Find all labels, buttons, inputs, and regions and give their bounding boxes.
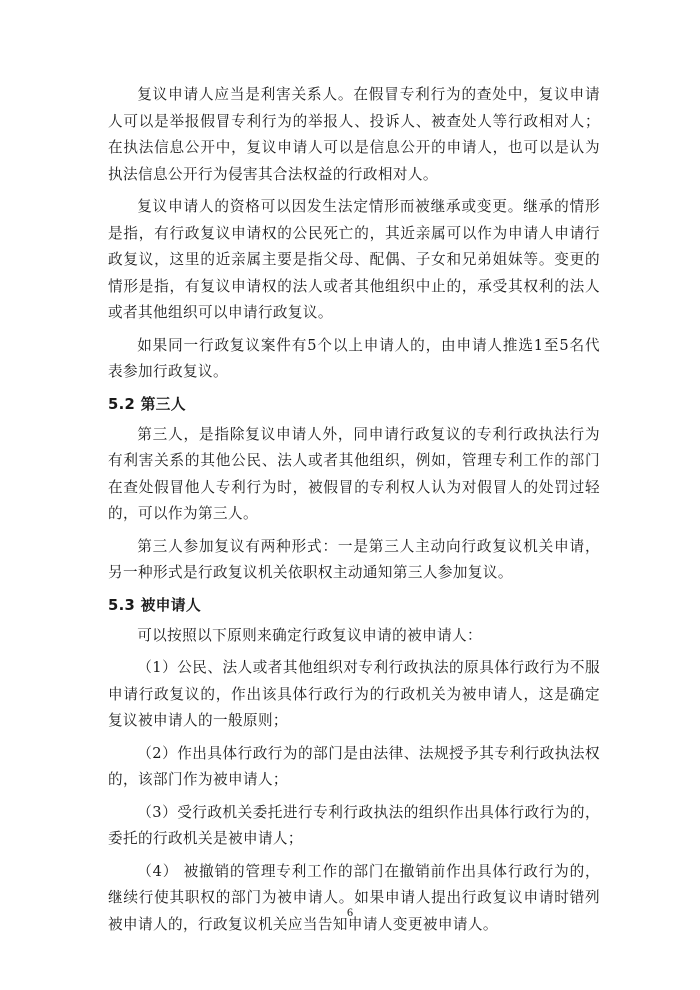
paragraph-representatives: 如果同一行政复议案件有5个以上申请人的，由申请人推选1至5名代表参加行政复议。	[108, 336, 600, 380]
section-heading-respondent: 5.3 被申请人	[108, 596, 201, 614]
paragraph-respondent-rule-2: （2）作出具体行政行为的部门是由法律、法规授予其专利行政执法权的，该部门作为被申请人；	[108, 744, 600, 788]
paragraph-respondent-rule-1: （1）公民、法人或者其他组织对专利行政执法的原具体行政行为不服申请行政复议的，作出该具体行政行为的行政机关为被申请人，这是确定复议被申请人的一般原则；	[108, 659, 600, 729]
page-number: 6	[347, 905, 353, 919]
section-heading-third-party: 5.2 第三人	[108, 395, 186, 413]
paragraph-respondent-rule-3: （3）受行政机关委托进行专利行政执法的组织作出具体行政行为的，委托的行政机关是被申请人；	[108, 803, 600, 847]
paragraph-third-party-forms: 第三人参加复议有两种形式：一是第三人主动向行政复议机关申请，另一种形式是行政复议机关依职权主动通知第三人参加复议。	[108, 537, 600, 581]
paragraph-respondent-intro: 可以按照以下原则来确定行政复议申请的被申请人：	[137, 626, 483, 644]
paragraph-applicant-succession: 复议申请人的资格可以因发生法定情形而被继承或变更。继承的情形是指，有行政复议申请权的公民死亡的，其近亲属可以作为申请人申请行政复议，这里的近亲属主要是指父母、配偶、子女和兄弟姐妹等。变更的情形是指，有复议申请权的法人或者其他组织中止的，承受其权利的法人或者其他组织可以申请行政复议。	[108, 198, 600, 321]
paragraph-applicant-interest: 复议申请人应当是利害关系人。在假冒专利行为的查处中，复议申请人可以是举报假冒专利行为的举报人、投诉人、被查处人等行政相对人；在执法信息公开中，复议申请人可以是信息公开的申请人，也可以是认为执法信息公开行为侵害其合法权益的行政相对人。	[108, 86, 600, 183]
paragraph-respondent-rule-4: （4） 被撤销的管理专利工作的部门在撤销前作出具体行政行为的，继续行使其职权的部门为被申请人。如果申请人提出行政复议申请时错列被申请人的，行政复议机关应当告知申请人变更被申请人。	[108, 862, 600, 933]
paragraph-third-party-definition: 第三人，是指除复议申请人外，同申请行政复议的专利行政执法行为有利害关系的其他公民、法人或者其他组织，例如，管理专利工作的部门在查处假冒他人专利行为时，被假冒的专利权人认为对假冒人的处罚过轻的，可以作为第三人。	[108, 425, 600, 522]
document-page	[108, 82, 600, 938]
